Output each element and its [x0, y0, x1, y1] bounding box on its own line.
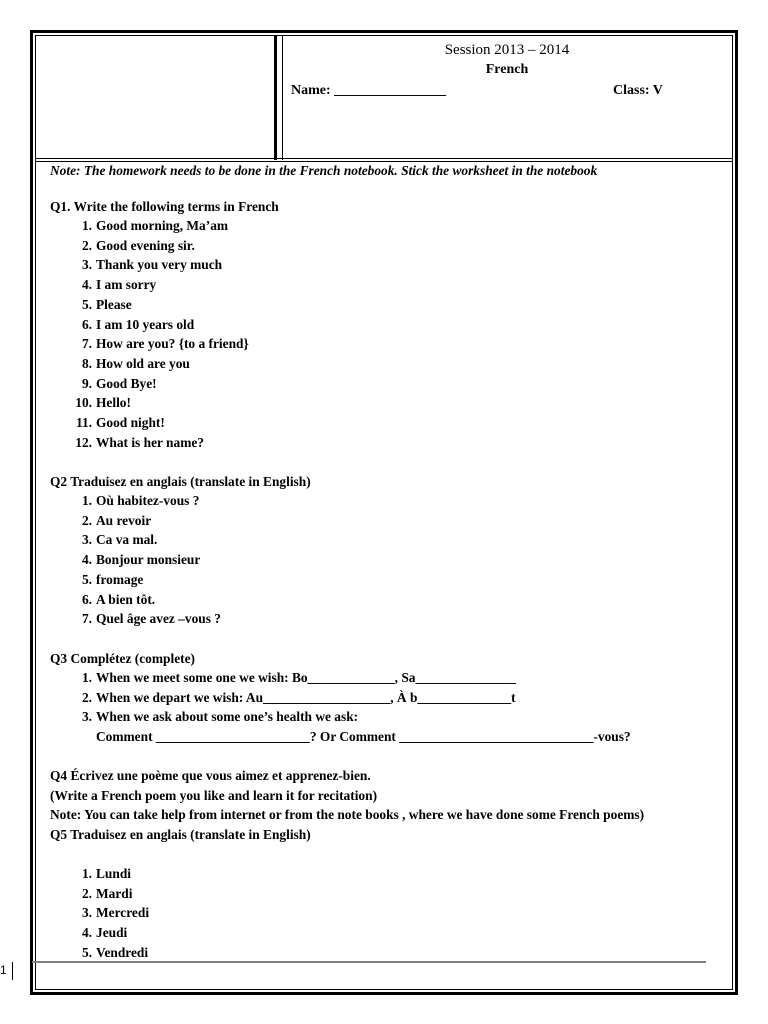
q2-item-number: 4. — [81, 552, 92, 568]
q3-continuation: Comment _______________________? Or Comment _____________________________-vous? — [96, 729, 631, 744]
q1-item-text: What is her name? — [96, 434, 204, 450]
page-number-bar — [12, 962, 13, 980]
q4-note: Note: You can take help from internet or from the note books , where we have done some French poems) — [50, 807, 645, 822]
q1-item-text: I am sorry — [96, 277, 157, 293]
homework-note: Note: The homework needs to be done in the French notebook. Stick the worksheet in the notebook — [50, 163, 598, 178]
logo-box — [36, 36, 277, 160]
q1-item-number: 8. — [81, 355, 92, 371]
q1-item-number: 7. — [81, 336, 92, 352]
q1-item-text: How are you? {to a friend} — [96, 336, 249, 352]
q5-item-number: 4. — [81, 925, 92, 941]
q2-item-number: 7. — [81, 611, 92, 627]
q2-item-text: Quel âge avez –vous ? — [96, 611, 221, 627]
q1-item-number: 3. — [81, 257, 92, 273]
q2-item-text: fromage — [96, 571, 144, 587]
q1-item-text: Good morning, Ma’am — [96, 218, 229, 233]
q1-item-text: Good night! — [96, 415, 165, 430]
q1-item-number: 10. — [75, 395, 92, 411]
q1-item-text: Good evening sir. — [96, 237, 195, 253]
q5-title: Q5 Traduisez en anglais (translate in English) — [50, 827, 311, 842]
q3-item-number: 2. — [81, 689, 92, 705]
header-bottom-rule — [35, 158, 733, 162]
q2-item-text: A bien tôt. — [96, 591, 156, 607]
q5-item-text: Mercredi — [96, 905, 150, 921]
q5-item-number: 2. — [81, 885, 92, 901]
session-text: Session 2013 – 2014 — [444, 42, 570, 58]
q2-item-number: 5. — [81, 571, 92, 587]
q5-item-text: Lundi — [96, 866, 131, 881]
q2-item-text: Où habitez-vous ? — [96, 493, 200, 508]
q3-title: Q3 Complétez (complete) — [50, 651, 196, 666]
q1-item-number: 2. — [81, 237, 92, 253]
q1-item-number: 9. — [81, 375, 92, 391]
q2-item-number: 3. — [81, 532, 92, 548]
q3-item-text: When we ask about some one’s health we ask: — [96, 709, 359, 724]
q3-item-text: When we meet some one we wish: Bo_____________, Sa_______________ — [96, 670, 516, 685]
q1-item-number: 4. — [81, 277, 92, 293]
q5-item-number: 5. — [81, 944, 92, 960]
q1-item-number: 1. — [81, 218, 92, 233]
name-field-label: Name: ________________ — [291, 83, 447, 98]
q2-title: Q2 Traduisez en anglais (translate in English) — [50, 474, 311, 489]
q2-item-number: 1. — [81, 493, 92, 508]
q2-item-number: 6. — [81, 591, 92, 607]
q5-item-text: Jeudi — [96, 925, 128, 941]
q1-item-text: Thank you very much — [96, 257, 223, 273]
q4-subtitle: (Write a French poem you like and learn it for recitation) — [50, 788, 378, 803]
q1-item-number: 12. — [75, 434, 92, 450]
q1-item-number: 6. — [81, 316, 92, 332]
q5-item-number: 1. — [81, 866, 92, 881]
q5-item-number: 3. — [81, 905, 92, 921]
q1-item-text: Please — [96, 296, 132, 312]
q5-item-text: Vendredi — [96, 944, 149, 960]
q3-item-number: 3. — [81, 709, 92, 724]
q1-title: Q1. Write the following terms in French — [50, 199, 279, 214]
page-number: 1 — [0, 963, 7, 977]
q1-item-text: How old are you — [96, 355, 190, 371]
q3-item-text: When we depart we wish: Au___________________, À b______________t — [96, 689, 516, 705]
q2-item-text: Ca va mal. — [96, 532, 158, 548]
class-label: Class: V — [613, 83, 663, 98]
q2-item-text: Bonjour monsieur — [96, 552, 201, 568]
q5-item-text: Mardi — [96, 885, 133, 901]
q1-item-text: Good Bye! — [96, 375, 157, 391]
q2-item-text: Au revoir — [96, 512, 152, 528]
q2-item-number: 2. — [81, 512, 92, 528]
q1-item-text: Hello! — [96, 395, 131, 411]
q1-item-number: 5. — [81, 296, 92, 312]
q1-item-text: I am 10 years old — [96, 316, 195, 332]
q1-item-number: 11. — [76, 415, 92, 430]
footer-rule — [32, 961, 706, 963]
q4-title: Q4 Écrivez une poème que vous aimez et apprenez-bien. — [50, 768, 371, 783]
subject-title: French — [485, 62, 529, 77]
q3-item-number: 1. — [81, 670, 92, 685]
